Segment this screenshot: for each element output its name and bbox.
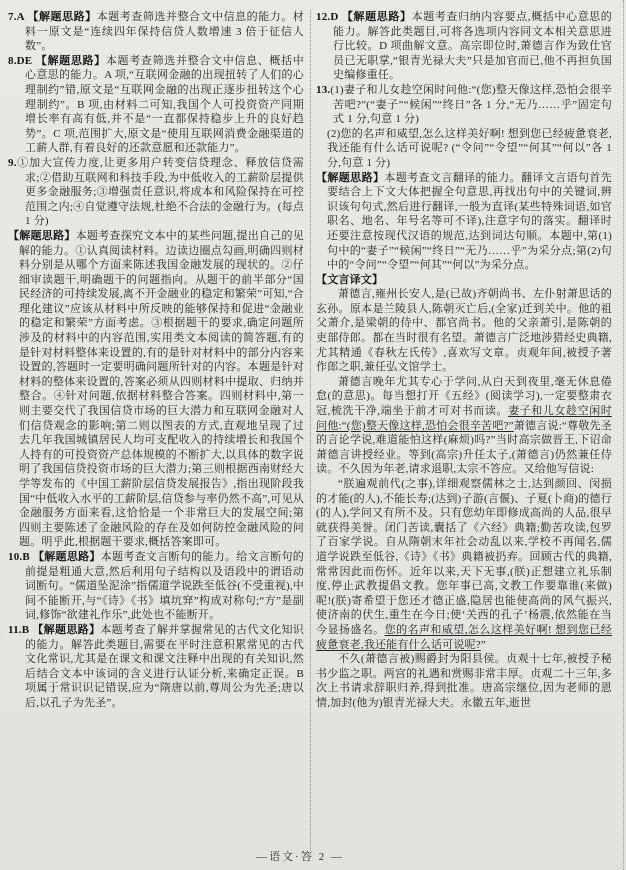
text-segment: 萧德言晚年尤其专心于学问,从白天到夜里,毫无休息倦怠(的意思)。每当想打开《五经》(阅读学习),一定要整肃衣冠,梳洗干净,端坐于前才可对书而读。	[316, 375, 612, 418]
text-block	[316, 171, 612, 273]
underlined-text-segment: 妻子和儿女趁空闲时问他:“(您)整天像这样,恐怕会很辛苦吧?”	[316, 405, 612, 432]
bold-text-segment: 【解题思路】	[316, 171, 385, 184]
bold-text-segment: 【解题思路】	[27, 11, 97, 23]
page-edge-dotted-line	[623, 0, 624, 870]
text-block	[8, 550, 304, 623]
text-block	[316, 10, 612, 83]
text-segment: (1)妻子和儿女趁空闲时问他:“(您)整天像这样,恐怕会很辛苦吧?”(“妻子”“候闲”“终日”各 1 分,“无乃……乎”固定句式 1 分,句意 1 分)	[330, 83, 612, 126]
text-block	[316, 83, 612, 127]
answer-column-left	[8, 10, 304, 711]
bold-text-segment: 13.	[316, 83, 331, 96]
answer-column-right	[316, 10, 612, 711]
text-segment: 本题考查筛选并整合文中信息、概括中心意思的能力。A 项,“互联网金融的出现扭转了人们的心理制约”错,原文是“互联网金融的出现正逐步扭转这个心理制约”。B 项,由材料二可知,我国个人可投资资产同期增长率有高有低,并不是“一直都保持稳步上升的良好趋势”。C 项,范围扩大,原文是“使用互联网消费金融渠道的工薪人群,有着良好的还款意愿和还款能力”。	[25, 54, 305, 155]
bold-text-segment: 10.B	[8, 550, 33, 563]
text-segment: (2)您的名声和威望,怎么这样美好啊! 想到您已经疲惫衰老,我还能有什么话可说呢? (“令问”“令望”“何其”“何以”各 1 分,句意 1 分)	[327, 127, 612, 169]
bold-text-segment: 【解题思路】	[32, 550, 101, 563]
text-segment: ①加大宣传力度,让更多用户转变信贷理念、释放信贷需求;②借助互联网和科技手段,为中低收入的工薪阶层提供更多金融服务;③增强责任意识,将成本和风险保持在可控范围之内;④自觉遵守法规,杜绝不合法的金融行为。(每点 1 分)	[16, 156, 304, 228]
text-segment: 本题考查归纳内容要点,概括中心意思的能力。解答此类题目,可将各选项内容同文本相关意思进行比较。D 项曲解文意。高宗即位时,萧德言作为致仕官员已无职掌,“银青光禄大夫”只是加官而已,他不再担负国史编修重任。	[333, 11, 612, 82]
bold-text-segment: 【文言译文】	[316, 273, 384, 286]
bold-text-segment: 8.DE	[8, 54, 36, 67]
text-block	[316, 477, 612, 652]
text-segment: 本题考查筛选并整合文中信息的能力。材料一原文是“连续四年保持信贷人数增速 3 倍于征信人数”。	[25, 11, 305, 53]
page-footer: —语文·答 2 —	[256, 851, 344, 863]
text-segment: “朕遍观前代(之事),详细观察儒林之士,达到颜回、闵损的才能(的人),不能长寿;(达到)子游(言偃)、子夏(卜商)的德行(的人),学问又有所不及。只有您幼年即修成高尚的人品,很早就获得美誉。闭门苦读,囊括了《六经》典籍;勤苦攻读,包罗了百家学说。自从隋朝末年社会动乱以来,学校不再闻名,儒道学说跌至低谷,《诗》《书》典籍被扔弃。回顾古代的典籍,常常因此而伤怀。近年以来,天下无事,(朕)正想建立礼乐制度,停止武教提倡文教。您年事已高,文教工作要靠谁(来做)呢!(朕)寄希望于您还才德正盛,隐居也能使高尚的风气振兴,使济南的伏生,重生在今日;使‘关西的孔子’杨震,依然能在当今显扬盛名。	[316, 478, 612, 636]
bold-text-segment: 7.A	[8, 11, 28, 23]
text-block	[8, 623, 304, 711]
bold-text-segment: 12.D	[316, 11, 342, 23]
text-block	[8, 156, 304, 229]
column-divider	[310, 10, 311, 855]
answer-columns	[8, 10, 620, 855]
text-segment: 不久(萧德言被)赐爵封为阳县侯。贞观十七年,被授予秘书少监之职。两宫的礼遇和赏赐非常丰厚。贞观二十三年,多次上书请求辞职归养,得到批准。唐高宗继位,因为老师的恩情,加封(他为)银青光禄大夫。永徽五年,逝世	[316, 653, 612, 709]
text-block	[8, 10, 304, 54]
text-block	[316, 375, 612, 477]
text-block	[316, 287, 612, 375]
text-segment: 本题考查文言断句的能力。给文言断句的前提是粗通大意,然后利用句子结构以及语段中的谓语动词断句。“儒道坠泥涂”指儒道学说跌至低谷(不受重视),中间不能断开,与“《诗》《书》填坑穽”构成对称句;“方”是副词,修饰“欲建礼作乐”,此处也不能断开。	[25, 550, 304, 622]
text-segment: 本题考查了解并掌握常见的古代文化知识的能力。解答此类题目,需要在平时注意积累常见的古代文化常识,尤其是在课文和课文注释中出现的有关知识,然后结合文本中该词的含义进行认证分析,来确定正误。B 项属于常识识记错误,应为“隋唐以前,尊周公为先圣;唐以后,以孔子为先圣”。	[25, 623, 305, 709]
text-block	[316, 652, 612, 710]
bold-text-segment: 【解题思路】	[32, 623, 101, 636]
bold-text-segment: 【解题思路】	[341, 11, 412, 23]
text-block	[8, 229, 304, 550]
text-block	[8, 54, 304, 156]
bold-text-segment: 11.B	[8, 623, 33, 636]
section-heading	[316, 273, 612, 288]
bold-text-segment: 9.	[8, 156, 17, 169]
bold-text-segment: 【解题思路】	[35, 54, 106, 67]
text-segment: ”	[480, 638, 486, 651]
text-block	[316, 127, 612, 171]
text-segment: 萧德言说:“尊敬先圣的言论学说,难道能怕这样(麻烦)吗?”当时高宗做晋王,下诏命萧德言讲授经业。等到(高宗)升任太子,(萧德言)仍然兼任侍读。不久因为年老,请求退职,太宗不答应。又给他写信说:	[316, 419, 612, 476]
text-segment: 萧德言,雍州长安人,是(已故)齐朝尚书、左仆射萧思话的玄孙。原本是兰陵县人,陈朝灭亡后,(全家)迁到关中。他的祖父萧介,是梁朝的侍中、都官尚书。他的父亲萧引,是陈朝的吏部侍郎。都在当时很有名望。萧德言广泛地涉猎经史典籍,尤其精通《春秋左氏传》,喜欢写文章。贞观年间,被授予著作郎之职,兼任弘文馆学士。	[316, 288, 612, 374]
text-segment: 本题考查文言翻译的能力。翻译文言语句首先要结合上下文大体把握全句意思,再找出句中的关键词,辨识该句句式,然后进行翻译,一般为直译(某些特殊词语,如官职名、地名、年号名等可不译),注意字句的落实。翻译时还要注意按现代汉语的规范,达到词达句顺。本题中,第(1)句中的“妻子”“候闲”“终日”“无乃……乎”为采分点;第(2)句中的“令问”“令望”“何其”“何以”为采分点。	[327, 171, 613, 272]
bold-text-segment: 【解题思路】	[8, 229, 76, 242]
underlined-text-segment: 您的名声和威望,怎么这样美好啊! 想到您已经疲惫衰老,我还能有什么话可说呢?	[316, 623, 612, 651]
text-segment: 本题考查探究文本中的某些问题,提出自己的见解的能力。①认真阅读材料。边读边圈点勾画,明确四则材料分别是从哪个方面来陈述我国金融发展的现状的。②仔细审读题干,明确题干的问题指向。从题干的前半部分“国民经济的可持续发展,离不开金融业的稳定和繁荣”可知,“合理化建议”应该从材料中所反映的能够保持和促进“金融业的稳定和繁荣”方面考虑。③根据题干的要求,确定问题所涉及的材料中的内容范围,实用类文本阅读的简答题,有的是针对材料整体来设置的,有的是针对材料中的部分内容来设置的,答题时一定要明确问题所针对的内容。本题是针对材料的整体来设置的,答案必须从四则材料中提取、归纳并整合。④针对问题,依据材料整合答案。四则材料中,第一则主要交代了我国信贷市场的巨大潜力和互联网金融对人们信贷观念的影响;第二则以图表的方式,直观地呈现了过去几年我国城镇居民人均可支配收入的持续增长和我国个人持有的可投资资产总体规模的不断扩大,以具体的数字说明了我国信贷投资市场的巨大潜力;第三则根据西南财经大学等发布的《中国工薪阶层信贷发展报告》,指出现阶段我国“中低收入水平的工薪阶层,信贷参与率仍然不高”,可见从金融服务方面来看,这恰恰是一个非常巨大的发展空间;第四则主要陈述了金融风险的存在及如何防控金融风险的问题。明乎此,根据题干要求,概括答案即可。	[19, 229, 304, 549]
